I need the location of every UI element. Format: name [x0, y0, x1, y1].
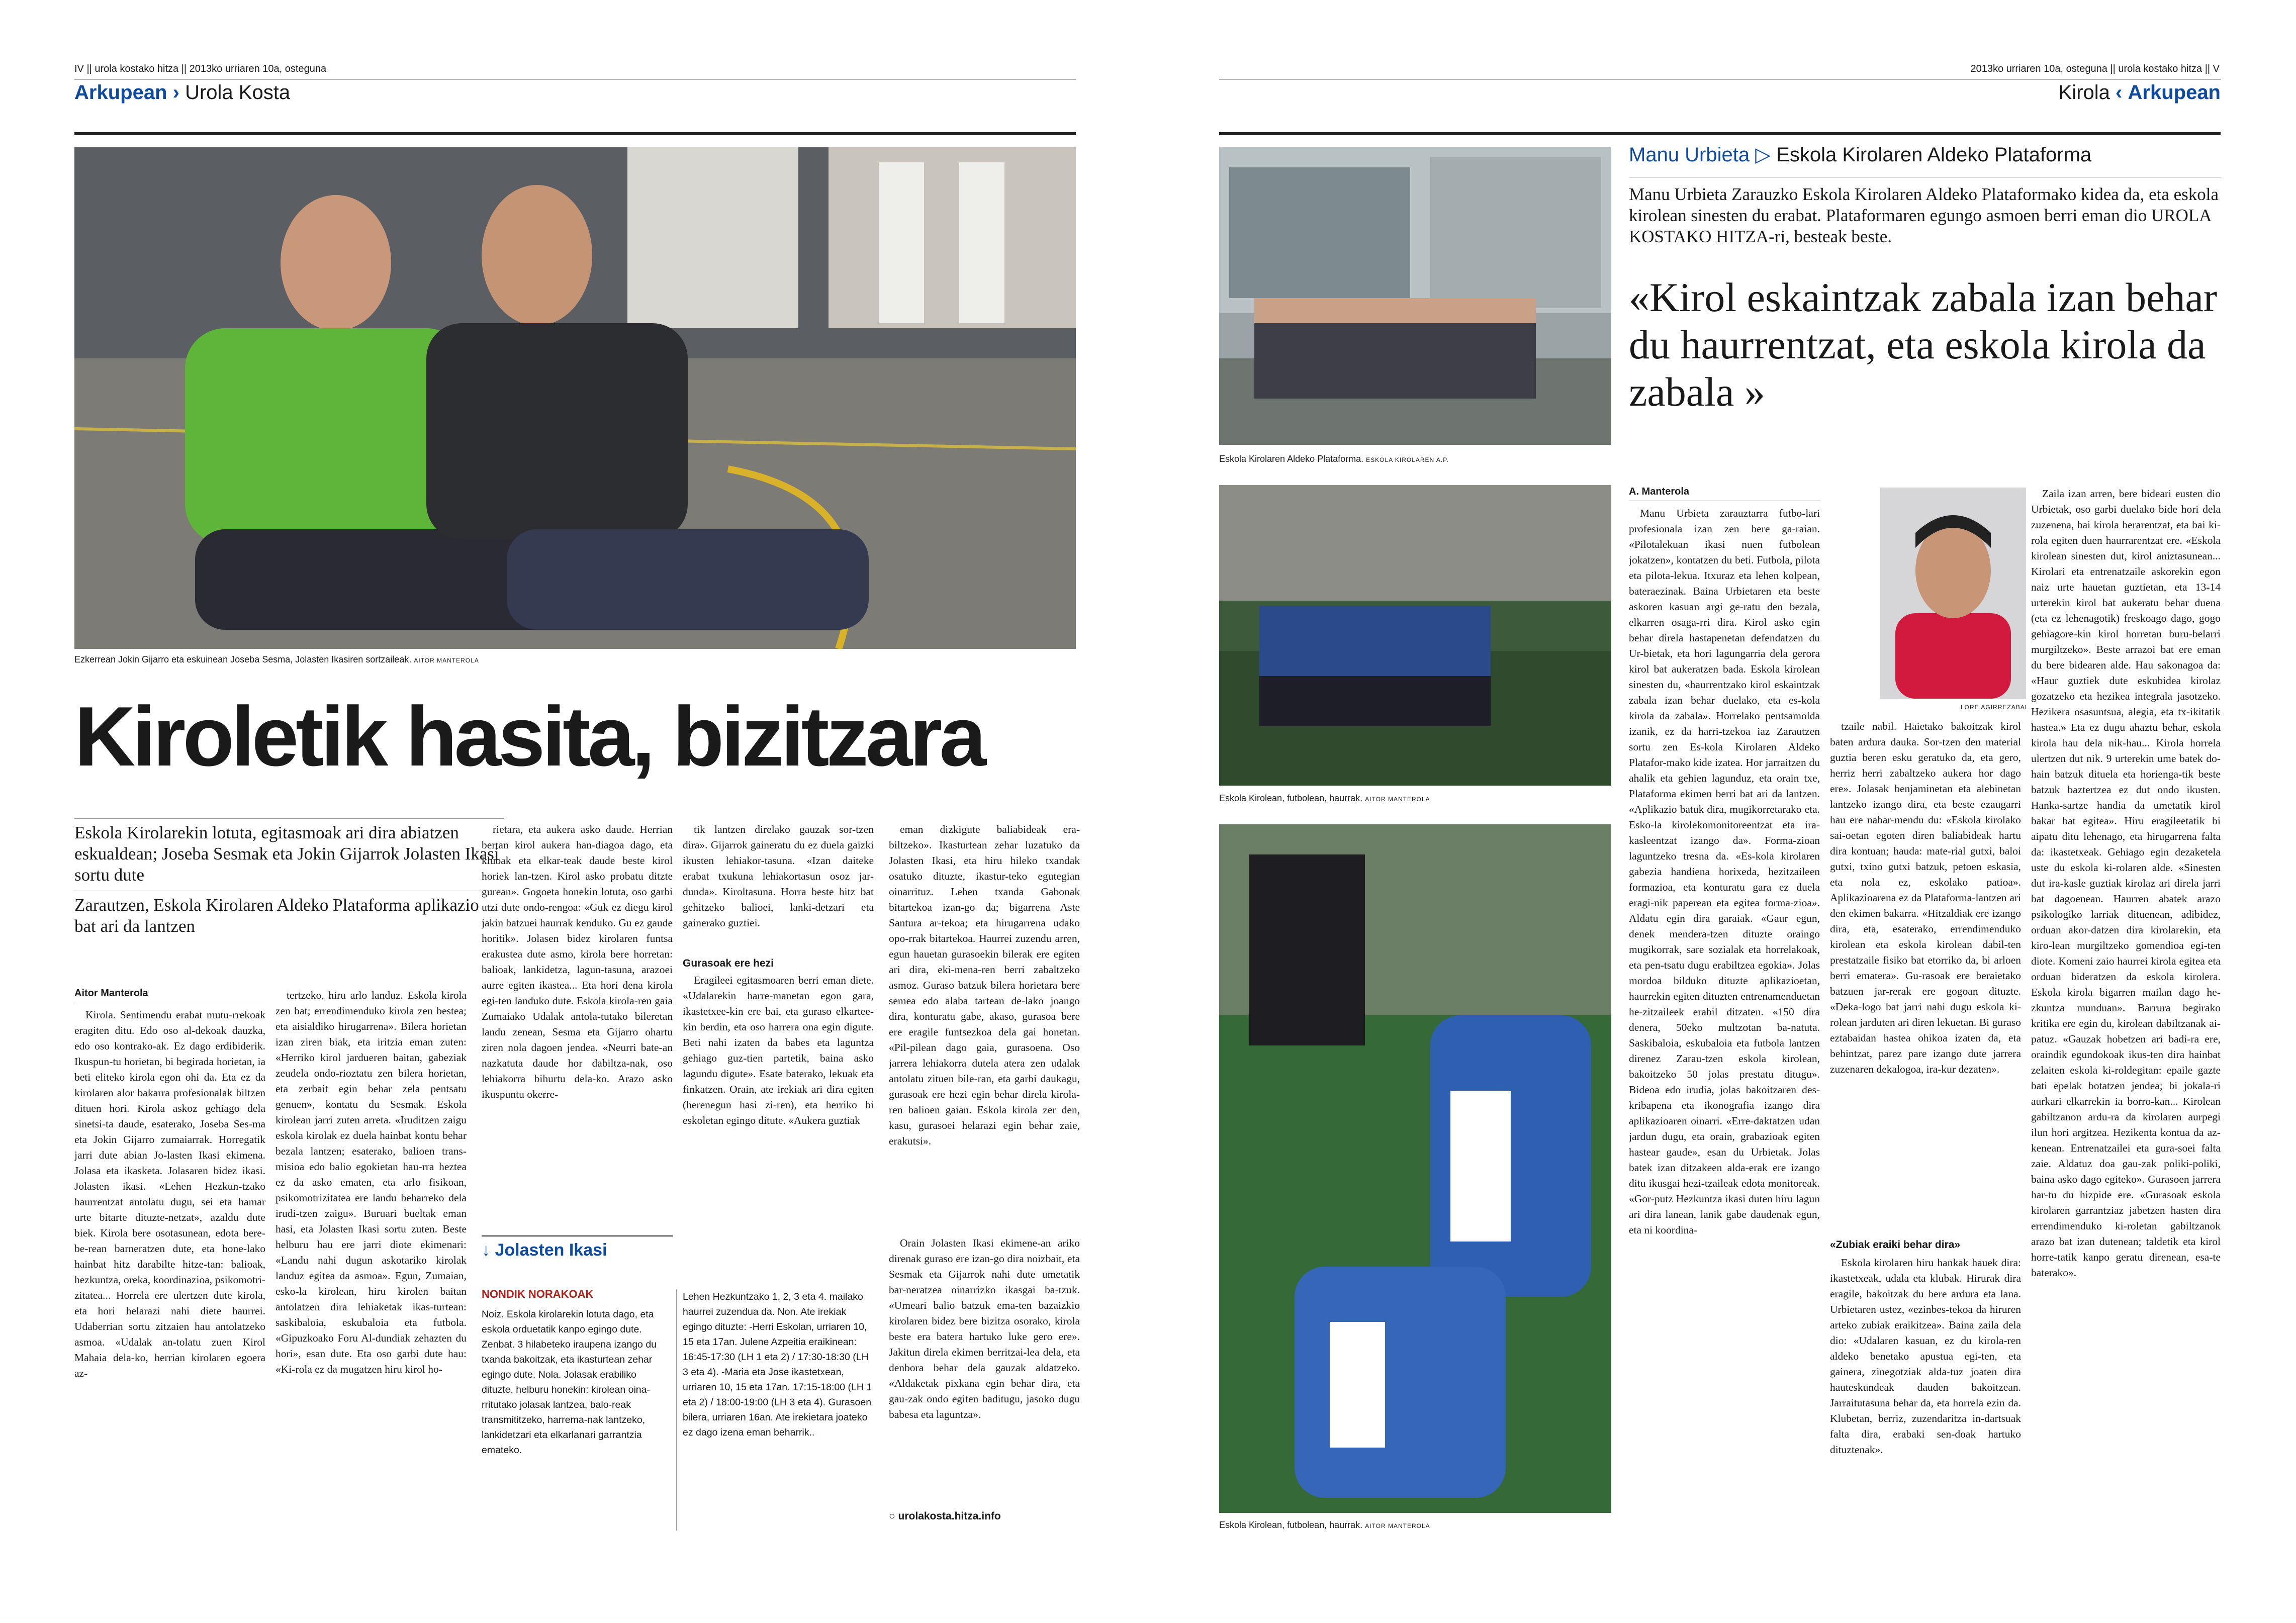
right-section-label — [2011, 81, 2221, 104]
section-name: Arkupean — [74, 81, 167, 104]
deck-2: Zarautzen, Eskola Kirolaren Aldeko Plataforma aplikazio bat ari da lantzen — [74, 895, 479, 936]
col-text: Orain Jolasten Ikasi ekimene-an ariko direnak guraso ere izan-go dira noizbait, eta Sesmak eta Gijarrok nahi dute umetatik bar-neratzea oinarrizko ikasgai ba-tzuk. «Umeari balio batzuk ema-ten bazaizkio kirolaren bidez bere bizitza osorako, kirola beste era batera hartuko luke gero ere». Jakitun direla ekimen berritzai-lea dela, eta denbora behar dela gauzak aldatzeko. «Aldaketak pixkana egin behar dira, eta gau-zak ondo egiten baditugu, jasoko dugu babesa eta laguntza». — [889, 1237, 1080, 1420]
caption-text: Eskola Kirolean, futbolean, haurrak. — [1219, 1520, 1363, 1530]
box-kicker: NONDIK NORAKOAK — [482, 1288, 594, 1300]
box-title-text: Jolasten Ikasi — [495, 1240, 607, 1260]
caption-text: Eskola Kirolaren Aldeko Plataforma. — [1219, 454, 1364, 464]
right-col2-subhead: «Zubiak eraiki behar dira» — [1830, 1239, 1961, 1251]
caption-credit: AITOR MANTEROLA — [414, 657, 479, 664]
web-link[interactable] — [889, 1510, 1001, 1522]
left-col-2 — [275, 988, 467, 1531]
col-text: eman dizkigute baliabideak era-biltzeko». Ikasturtean zehar luzatuko da Jolasten Ikasi, eta hiru hileko txandak osatuko dituzte, ikastur-teko egutegian oinarrituz. Lehen txanda Gabonak bitartekoa izan-go da; bigarrena Aste Santura ar-tekoa; eta hirugarrena udako opo-rrak bitartekoa. Haurrei zuzendu arren, egun hauetan gurasoekin bilerak ere egiten ari dira, eki-mena-ren berri zabaltzeko asmoz. Guraso batzuk bilera horietara bere semea edo alaba tartean de-lako joango dira, konturatu gabe, akaso, gurasoa bere ere eragile funtsezkoa dela gai honetan. «Pil-pilean dago gaia, gurasoena. Oso jarrera lehiakorra dutela atera zen udalak antolatu zituen bile-ran, eta garbi daukagu, gurasoak ere hezi egin behar direla kirola-ren balioen gaian. Eskola kirola zer den, kasu, gurasoei helarazi egin behar zaie, erakutsi». — [889, 823, 1080, 1147]
col-text: tzaile nabil. Haietako bakoitzak kirol baten ardura dauka. Sor-tzen den material guztia beren esku geratuko da, eta gero, herriz herri zabaltzeko aukera hor dago ere». Jolasak benjaminetan eta alebinetan lantzeko izango dira, eta beste ezaugarri hau ere nabar-mendu du: «Eskola kirolako sai-oetan egoten diren baliabideak hartu dira kontuan; hauda: mate-rial gutxi, baloi gutxi, txino gutxi batzuk, petoen eskasia, eta nola ez, eskolako patioa». Aplikazioarena ez da Plataforma-lantzen ari den ekimen bakarra. «Hitzaldiak ere izango dira, eta, esaterako, errendimenduko kirolean eta eskola kirolean dabil-ten prestatzaile fisiko bat etorriko da, bi arloen berri ematera». Gu-rasoak ere beraietako batzuen jar-rerak ere gogoan dituzte. «Deka-logo bat jarri nahi dugu eskola ki-rolean jarduten ari diren lekuetan. Bi guraso eztabaidan hastea ohikoa izaten da, eta behintzat, parez pare izango dute jarrera zuzenaren dekalogoa, ira-kur dezaten». — [1830, 720, 2021, 1075]
left-col-6 — [889, 1235, 1080, 1507]
right-col-1 — [1629, 506, 1820, 1526]
deck-1: Eskola Kirolarekin lotuta, egitasmoak ari dira abiatzen eskualdean; Joseba Sesmak eta Jokin Gijarrok Jolasten Ikasi sortu dute — [74, 823, 499, 885]
section-name: Kirola — [2058, 81, 2110, 104]
right-col-2b — [1830, 1255, 2021, 1526]
section-arrow: ‹ — [2116, 81, 2123, 104]
right-headline: «Kirol eskaintzak zabala izan behar du haurrentzat, eta eskola kirola da zabala » — [1629, 274, 2218, 415]
caption-credit: AITOR MANTEROLA — [1365, 1522, 1430, 1530]
caption-3 — [1219, 1520, 1430, 1531]
right-col-3 — [2031, 486, 2221, 1526]
box-col-1 — [482, 1307, 668, 1528]
col-text: Zaila izan arren, bere bideari eusten dio Urbietak, oso garbi duelako bide hori dela zuzenena, bai kirola berarentzat, eta bai ki-rola egiten duen haurrarentzat ere. «Eskola kirolean sinesten dut, kirol aniztasunean... Kirolari eta entrenatzaile askorekin egon naiz urte hauetan guztietan, eta 13-14 urterekin kirol bat aukeratu behar duena (eta ez lehenagotik) freskoago dago, gogo gehiagore-kin kirol horretan buru-belarri murgiltzeko». Beste arrazoi bat ere eman du bere bidearen alde. Hau sakonagoa da: «Haur guztiek dute eskubidea kirolaz gozatzeko eta hezikea integrala jasotzeko. Hezikera osasuntsua, alegia, eta tx-ikitatik hastea.» Eta ez dugu ahaztu behar, eskola kirola hau dela nik-hau... Kirola horrela ulertzen dut nik. 9 urterekin ume batek do-hain batzuk dituela eta horienga-tik beste batzuk baztertzea ez dut ondo ikusten. Hanka-sartze handia da umetatik kirol bakar bat egitea». Hiru eragileetatik bi aipatu ditu lehenago, eta hirugarrena falta da: ikastetxeak. Gehiago egin dezaketela uste du eskola ki-rolaren alde. «Sinesten dut ira-kasle guztiak kirolaz ari direla jarri bat dagoenean. Haurren abatek arazo psikologiko larriak dituenean, adibidez, orduan akor-datzen dira kirolarekin, eta kiro-lean murgiltzeko gomendioa egi-ten diote. Komeni zaio haurrei kirola egitea eta orduan bideratzen da eskola kirolera. Eskola kirola bigarren mailan dago he-zkuntza munduan». Barrura begirako kritika ere egin du, kirolean dabiltzanak ai-patuz. «Gauzak hobetzen ari badi-ra ere, oraindik egundokoak ikus-ten dira hainbat zelaiten eskola ki-roldegitan: epaile gazte bati epelak botatzen jendea; bi jokala-ri aurkari elkarrekin ia borro-kan... Kirolean gabiltzanon ardu-ra da kirolaren aurpegi ilun hori argitzea. Hezikenta kontua da az-kenean. Entrenatzailei eta gura-soei falta zaie. Aldatuz doa gau-zak poliki-poliki, baina asko dago egiteko». Gurasoen jarrera har-tu du hizpide ere. «Gurasoak eskola kirolaren garrantziaz jabetzen hasten dira errendimenduko ki-roletan gabiltzanok arazo bat izan dutenean; taldetik eta kirol horre-tatik kanpo geratu direnean, esa-te baterako». — [2031, 488, 2221, 1279]
left-col-3 — [482, 822, 673, 1224]
photo-football-1 — [1219, 485, 1611, 786]
col-text: tik lantzen direlako gauzak sor-tzen dira». Gijarrok gaineratu du ez duela gaizki ikusten lehiakor-tasuna. «Izan daiteke erabat txukuna lehiakortasun osoz jar-dunda». Kiroltasuna. Horra beste hitz bat gehitzeko balioei, lanki-detzari eta gainerako guztiei. — [683, 823, 874, 929]
caption-text: Eskola Kirolean, futbolean, haurrak. — [1219, 793, 1363, 803]
col-text: tertzeko, hiru arlo landuz. Eskola kirola zen bat; errendimenduko kirola zen bestea; eta aisialdiko hirugarrena». Bilera horietan izan ziren biak, eta iritzia eman zuten: «Herriko kirol jardueren baitan, gabeziak zeudela ondo-rioztatu zen bilera horietan, eta zerbait egin behar zela pentsatu genuen», kontatu du Sesmak. Eskola kirolean jarri zuten arreta. «Iruditzen zaigu eskola kirolak ez duela hainbat kontu behar bezala lantzen; esaterako, balioen trans-misioa edo balio egokietan hau-rra heztea ez da asko ematen, eta arlo fisikoan, psikomotrizitatea ere landu beharreko dela irudi-tzen zaigu». Buruari bueltak eman hasi, eta Jolasten Ikasi sortu zuten. Beste helburu hau ere jarri diote ekimenari: «Landu nahi dugun askotariko kirolak landuz egitea da asmoa». Egun, Zumaian, esko-la kirolean, hiru kirolen baitan antolatzen dira lehiaketak ikas-turtean: saskibaloia, eskubaloia eta futbola. «Gipuzkoako Foru Al-dundiak zehazten du hori», esan dute. Eta oso garbi dute hau: «Ki-rola ez da mugatzen hiru kirol ho- — [275, 989, 467, 1375]
box-rule-left — [482, 1235, 673, 1236]
circle-icon: ○ — [889, 1510, 895, 1522]
deck-rule-top — [74, 818, 504, 819]
main-photo-caption — [74, 654, 1076, 665]
left-col-1 — [74, 1007, 265, 1530]
interview-intro: Manu Urbieta Zarauzko Eskola Kirolaren Aldeko Plataformako kidea da, eta eskola kirolean sinesten du erabat. Plataformaren egungo asmoen berri eman dio UROLA KOSTAKO HITZA-ri, besteak beste. — [1629, 184, 2219, 246]
interview-title — [1629, 143, 2091, 166]
photo-group — [1219, 147, 1611, 445]
web-link-text[interactable]: urolakosta.hitza.info — [898, 1510, 1001, 1522]
portrait-credit — [1961, 701, 2029, 712]
main-photo — [74, 147, 1076, 649]
box-title — [482, 1240, 607, 1260]
interview-role: Eskola Kirolaren Aldeko Plataforma — [1776, 144, 2092, 166]
left-byline: Aitor Manterola — [74, 988, 148, 999]
portrait-manu-urbieta — [1880, 488, 2026, 699]
arrow-down-icon: ↓ — [482, 1240, 490, 1260]
subsection-name: Arkupean — [2128, 81, 2221, 104]
col-text: Eskola kirolaren hiru hankak hauek dira: ikastetxeak, udala eta klubak. Hirurak dira eragile, bakoitzak du bere ardura eta lana. Urbietaren ustez, «ezinbes-tekoa da hiruren arteko zubiak eraikitzea». Baina zaila dela dio: «Udalaren kasuan, ez du kirola-ren aldeko benetako apustua egi-ten, eta gainera, zinegotziak alda-tuz joaten dira hauteskundeak dauden bakoitzean. Jarraitutasuna behar da, eta horrela ezin da. Klubetan, berriz, zuzendaritza in-dartsuak falta dira, erabaki sen-doak hartuko dituztenak». — [1830, 1257, 2021, 1456]
photo-kids-football-field — [1219, 485, 1611, 786]
box-col-2 — [683, 1289, 874, 1528]
left-col-5 — [889, 822, 1080, 1224]
photo-kids-sitting-field — [1219, 824, 1611, 1513]
interview-name: Manu Urbieta — [1629, 144, 1750, 166]
left-top-rule — [74, 132, 1076, 135]
caption-credit: AITOR MANTEROLA — [1365, 796, 1430, 803]
col-text: Kirola. Sentimendu erabat mutu-rrekoak eragiten ditu. Edo oso al-dekoak dauzka, edo oso kontrako-ak. Ez dago erdibiderik. Ikuspun-tu horietan, bi begirada horietan, ia beti eliteko kirola egon ohi da. Eta ez da kirolaren alor bakarra profesionalak biltzen dituen hori. Kirola askoz gehiago dela sinetsi-ta daude, esaterako, Joseba Ses-ma eta Jokin Gijarro zumaiarrak. Horregatik jarri dute abian Jo-lasten Ikasi ekimena. Jolasa eta ikasketa. Jolasaren bidez ikasi. Jolasten ikasi. «Lehen Hezkun-tzako haurrentzat antolatu dugu, sei eta hamar urte bitarte dituzte-netzat», azaldu dute biek. Kirola bere osotasunean, edota bere-be-rean barneratzen dute, eta hone-lako hainbat hitz darabilte hitze-tan: balioak, hezkuntza, oreka, koordinazioa, psikomotri-zitatea... Horrela ere ulertzen dute kirola, eta hori helarazi nahi diete haurrei. Udaberrian sortu zitzaien hau antolatzeko asmoa. «Udalak an-tolatu zuen Kirol Mahaia dela-ko, herrian kirolaren egoera az- — [74, 1009, 265, 1379]
caption-credit: ESKOLA KIROLAREN A.P. — [1366, 456, 1449, 463]
box-divider — [676, 1289, 677, 1531]
col-text: Manu Urbieta zarauztarra futbo-lari profesionala izan zen bere ga-raian. «Pilotalekuan ikasi nuen futbolean jokatzen», kontatzen du beti. Futbola, pilota eta pilota-lekua. Itxuraz eta lehen kolpean, bateraezinak. Baina Urbietaren eta beste askoren kasuan argi ge-ratu den bezala, elkarren osaga-rri dira. Kirol asko egin behar direla hastapenetan defendatzen du Ur-bietak, eta hori lagungarria dela gerora kirol bat aukeratzen bada. Eskola kirolean sinesten du, «haurrentzako kirol eskaintzak zabala izan behar duelako, eta es-kola kirola da zabala». Horrelako pentsamolda izanik, ez da harri-tzekoa iaz Zarautzen sortu zen Es-kola Kirolaren Aldeko Platafor-mako kide izatea. Hor jarraitzen du ahalik eta gehien lagunduz, eta orain txe, Plataforma ekimen berri bat ari da lantzen. «Aplikazio batuk dira, mugikorretarako eta. Esko-la kirolekomonitoreentzat eta ira-kasleentzat izango da». Forma-zioan laguntzeko tresna da. «Es-kola kirolaren gabezia handiena horixeda, hezitzaileen formazioa, eta konturatu gara ez duela eragi-nik paperean eta egitea forma-zioa». Aldatu egin dira garaiak. «Gaur egun, denek mendera-tzen dituzte oraingo mugikorrak, sare sozialak eta horrelakoak, eta pen-tsatu dugu erabiltzea egokia». Jolas mordoa bilduko dituzte aplikazioetan, haurrekin egiten dituzten entrenamenduetan he-zitzaileek erabil ditzaten. «150 dira denera, 50eko multzotan ba-natuta. Saskibaloia, eskubaloia eta futbola lantzen direnez Zarau-tzen eskola kirolean, bakoitzeko 50 jolas prestatu ditugu». Bideoa edo irudia, jolas bakoitzaren des-kribapena eta ikonografia izango dira aplikazioaren oinarri. «Erre-daktatzen udan jardun dugu, eta orain, grabazioak egiten hastear gaude», esan du Urbietak. Jolas batek izan ditzakeen alda-erak ere izango ditu ikusgai hezi-tzaileak edota monitoreak. «Gor-putz Hezkuntza ikasi duten hiru lagun ari dira lanean, lanik gabe daudenak egun, eta ni koordina- — [1629, 507, 1820, 1236]
photo-platform-group — [1219, 147, 1611, 445]
left-col-4b — [683, 973, 874, 1224]
caption-1 — [1219, 454, 1449, 464]
caption-credit: LORE AGIRREZABAL — [1961, 704, 2029, 711]
section-arrow: › — [172, 81, 179, 104]
box-text: Lehen Hezkuntzako 1, 2, 3 eta 4. mailako haurrei zuzendua da. Non. Ate irekiak egingo dituzte: -Herri Eskolan, urriaren 10, 15 eta 17an. Julene Azpeitia eraikinean: 16:45-17:30 (LH 1 eta 2) / 17:30-18:30 (LH 3 eta 4). -Maria eta Jose ikastetxean, urriaren 10, 15 eta 17an. 17:15-18:00 (LH 1 eta 2) / 18:00-19:00 (LH 3 eta 4). Gurasoen bilera, urriaren 16an. Ate irekietara joateko ez dago izena eman beharrik.. — [683, 1291, 872, 1438]
right-running-head: 2013ko urriaren 10a, osteguna || urola kostako hitza || V — [1970, 63, 2220, 74]
photo-two-men-sitting — [74, 147, 1076, 649]
left-head-rule — [74, 79, 1076, 80]
right-top-rule — [1219, 132, 2221, 135]
caption-text: Ezkerrean Jokin Gijarro eta eskuinean Joseba Sesma, Jolasten Ikasiren sortzaileak. — [74, 654, 412, 664]
portrait-photo — [1880, 488, 2026, 699]
box-text: Noiz. Eskola kirolarekin lotuta dago, eta eskola orduetatik kanpo egingo dute. Zenbat. 3 hilabeteko iraupena izango du txanda bakoitzak, eta ikasturtean zehar egingo dute. Nola. Jolasak erabiliko dituzte, helburu honekin: kirolean oina-rritutako jolasak lantzea, balo-reak transmititzeko, harrema-nak lantzeko, lankidetzari eta elkarlanari garrantzia emateko. — [482, 1309, 657, 1456]
photo-football-2 — [1219, 824, 1611, 1513]
left-col-4a — [683, 822, 874, 952]
left-running-head: IV || urola kostako hitza || 2013ko urriaren 10a, osteguna — [74, 63, 327, 74]
right-head-rule — [1219, 79, 2221, 80]
left-headline: Kiroletik hasita, bizitzara — [74, 689, 983, 784]
subsection-name: Urola Kosta — [185, 81, 291, 104]
col4-subhead: Gurasoak ere hezi — [683, 958, 774, 969]
circle-arrow-icon: ▷ — [1755, 144, 1771, 166]
right-byline: A. Manterola — [1629, 486, 1690, 497]
col-text: Eragileei egitasmoaren berri eman diete. «Udalarekin harre-manetan egon gara, ikastetxee-kin ere bai, eta guraso elkartee-kin berdin, eta oso harrera ona egin digute. Beti nahi izaten da babes eta laguntza gehiago guz-tien partetik, baina asko lagundu digute». Esate baterako, lekuak eta finkatzen. Orain, ate irekiak ari dira egiten (herenegun hasi zi-ren), eta herriko bi eskoletan egingo ditute. «Aukera guztiak — [683, 974, 874, 1126]
right-col-2 — [1830, 719, 2021, 1224]
left-section-label — [74, 81, 290, 104]
caption-2 — [1219, 793, 1430, 804]
col-text: rietara, eta aukera asko daude. Herrian bertan kirol aukera han-diagoa dago, eta klubak eta elkar-teak daude beste kirol horiek lan-tzen. Kirol asko probatu ditzte gurean». Gogoeta honekin lotuta, oso garbi utzi dute ondo-rengoa: «Guk ez diegu kirol jakin batzuei haurrak kenduko. Gu ez gaude horitik». Jolasen bidez kirolaren funtsa erakustea dute asmo, kirola bere horretan: balioak, lankidetza, lagun-tasuna, arazoei aurre egiten ikastea... Eta hori dena kirola egi-ten landuko dute. Eskola kirola-ren gaia Zumaiako Udalak antola-tutako bileretan landu zenean, Sesma eta Gijarro ohartu ziren nola dagoen jendea. «Neurri bate-an nazkatuta daude hor dabiltza-nak, oso lehiakorra bihurtu dela-ko. Arazo asko ikuspuntu okerre- — [482, 823, 673, 1100]
